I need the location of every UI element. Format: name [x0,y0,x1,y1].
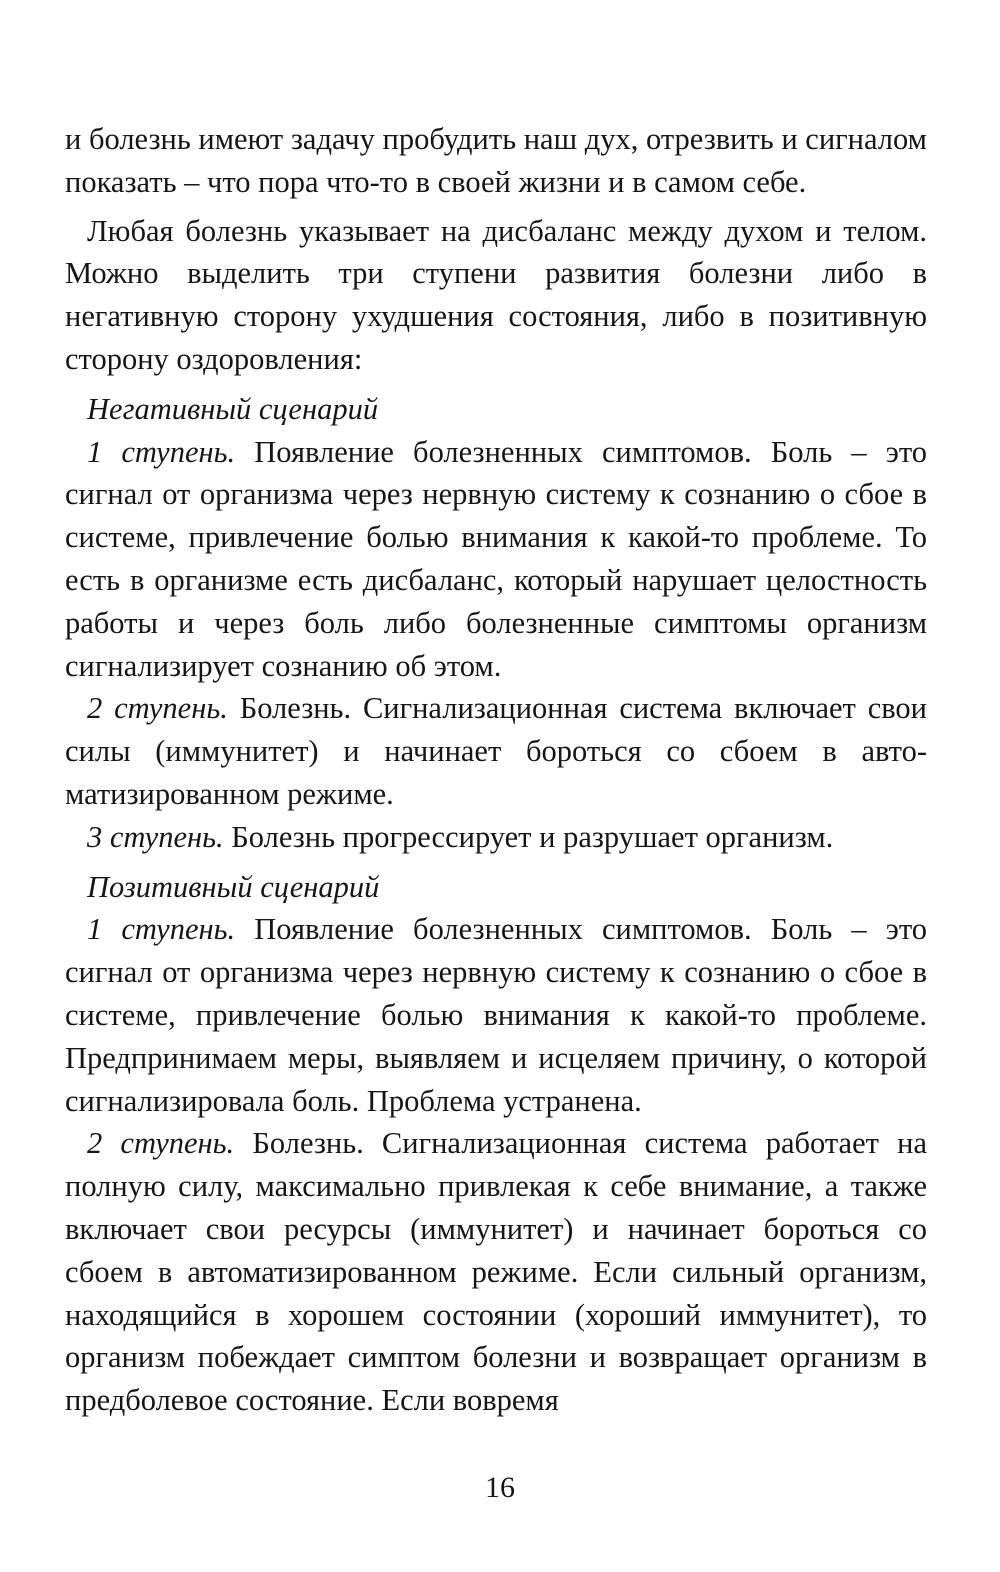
step-text: Болезнь прогрессирует и разрушает организм. [223,819,834,854]
step-label: 2 ступень. [87,691,228,726]
step-text: Болезнь. Сигнализационная система включает свои силы (иммунитет) и начинает бороться со сбоем в автоматизированном режиме. [65,691,927,811]
paragraph-continuation: и болезнь имеют задачу пробудить наш дух, отрезвить и сигналом показать – что пора что-то в своей жизни и в самом себе. [65,122,927,199]
paragraph-imbalance: Любая болезнь указывает на дисбаланс между духом и телом. Можно выделить три ступени развития болезни либо в негативную сторону ухудшения состояния, либо в позитивную сторону оздоровления: [65,213,927,376]
step-label: 1 ступень. [87,434,236,469]
step-label: 3 ступень. [87,819,224,854]
step-text: Болезнь. Сигнализационная система работает на полную силу, максимально привлекая к себе внимание, а также включает свои ресурсы (иммунитет) и начинает бороться со сбоем в автоматизированном режиме. Если сильный организм, находящийся в хорошем состоянии (хороший иммунитет), то организм побеждает симптом болезни и возвращает организм в предболевое состояние. Если вовремя [65,1126,927,1418]
positive-step-2 [65,1122,927,1422]
step-label: 1 ступень. [87,912,236,947]
positive-step-1 [65,908,927,1122]
negative-step-1 [65,431,927,688]
page-body [65,118,927,1422]
negative-step-3 [65,816,927,859]
heading-negative-scenario: Негативный сценарий [87,391,379,426]
page-number: 16 [485,1471,515,1504]
heading-positive-scenario: Позитивный сценарий [87,869,380,904]
negative-step-2 [65,687,927,815]
step-text: Появление болезненных симптомов. Боль – это сигнал от организма через нервную систему к сознанию о сбое в системе, привлечение болью внимания к какой-то проблеме. То есть в организме есть дисбаланс, который нарушает целостность работы и через боль либо болезненные симптомы организм сигнализирует сознанию об этом. [65,434,927,683]
step-label: 2 ступень. [87,1126,235,1161]
step-text: Появление болезненных симптомов. Боль – это сигнал от организма через нервную систему к сознанию о сбое в системе, привлечение болью внимания к какой-то проблеме. Предпринимаем меры, выявляем и исцеляем причину, о которой сигнализировала боль. Проблема устранена. [65,912,927,1118]
